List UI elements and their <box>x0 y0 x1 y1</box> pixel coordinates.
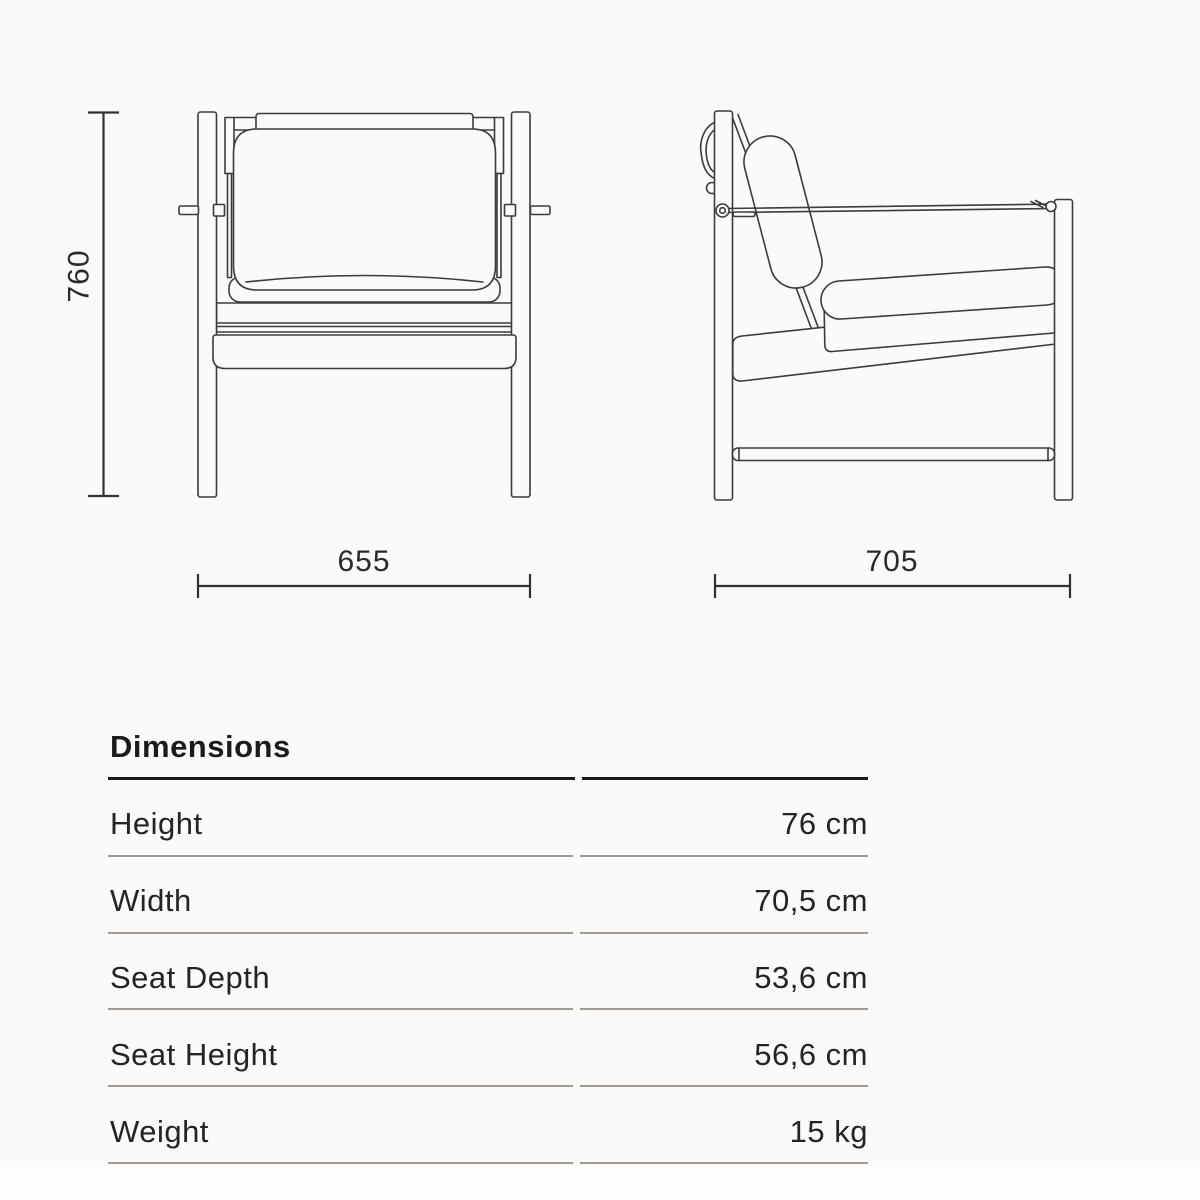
front-height-dimension-label: 760 <box>62 249 96 303</box>
table-row <box>108 1087 868 1164</box>
table-row <box>108 1010 868 1087</box>
row-value-seat-height: 56,6 cm <box>754 1036 868 1072</box>
table-row <box>108 934 868 1011</box>
dimensions-table-header <box>108 713 868 780</box>
dimensions-table <box>108 713 868 1164</box>
dimensions-title: Dimensions <box>110 729 291 764</box>
front-view-drawing <box>179 112 550 497</box>
row-value-weight: 15 kg <box>789 1113 868 1149</box>
row-label-width: Width <box>110 883 192 919</box>
row-label-seat-height: Seat Height <box>110 1036 278 1072</box>
row-value-height: 76 cm <box>781 806 868 842</box>
bottom-margin-band <box>0 1166 1200 1200</box>
side-view-drawing <box>701 111 1073 500</box>
side-depth-dimension-label: 705 <box>865 545 919 578</box>
row-label-seat-depth: Seat Depth <box>110 959 271 995</box>
front-width-dimension-label: 655 <box>337 545 391 578</box>
row-label-weight: Weight <box>110 1113 209 1149</box>
row-value-width: 70,5 cm <box>754 883 868 919</box>
row-value-seat-depth: 53,6 cm <box>754 959 868 995</box>
row-label-height: Height <box>110 806 203 842</box>
table-row <box>108 857 868 934</box>
table-row <box>108 780 868 857</box>
